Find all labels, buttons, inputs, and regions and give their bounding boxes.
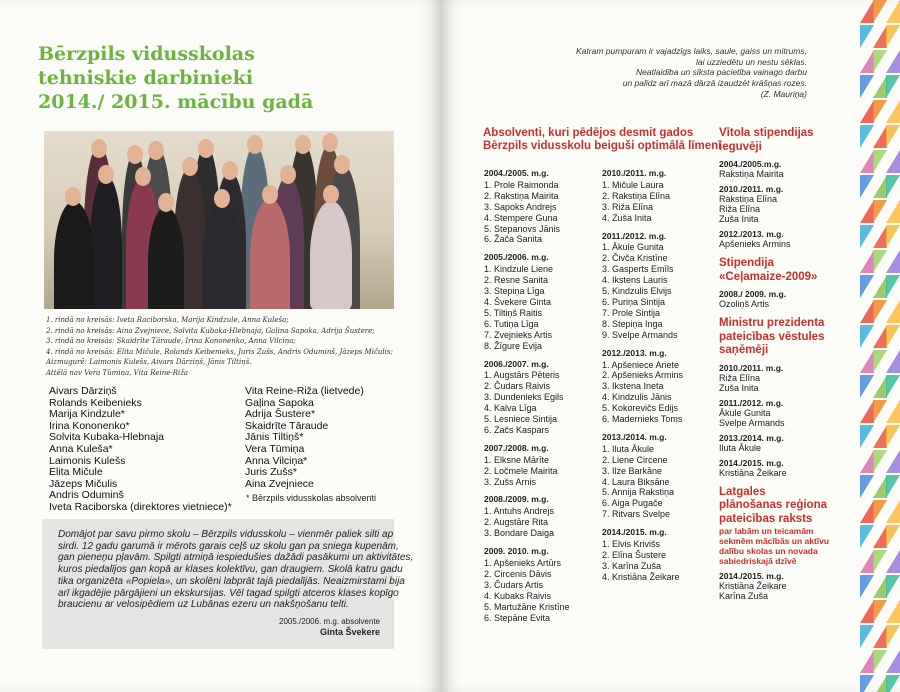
graduate-name: 4. Zuša Inita bbox=[602, 212, 652, 223]
decorative-triangle bbox=[860, 675, 874, 692]
decorative-triangle bbox=[860, 75, 874, 98]
decorative-triangle bbox=[873, 350, 887, 373]
decorative-triangle bbox=[886, 300, 900, 323]
award-heading-line: Latgales bbox=[719, 485, 766, 498]
graduate-name: 3. Gasperts Emīls bbox=[602, 264, 674, 275]
decorative-triangle bbox=[860, 550, 874, 573]
decorative-triangle bbox=[873, 300, 887, 323]
graduate-name: 1. Mičule Laura bbox=[602, 179, 664, 190]
award-heading bbox=[719, 257, 849, 284]
graduate-name: 7. Zvejnieks Artis bbox=[484, 329, 553, 340]
quote-box bbox=[42, 519, 414, 649]
page-title bbox=[38, 42, 358, 114]
graduate-name: 4. Kristiāna Žeikare bbox=[602, 571, 680, 582]
graduate-name: 1. Ākule Gunita bbox=[602, 242, 664, 253]
graduate-name: 3. Bondare Daiga bbox=[484, 528, 555, 539]
graduate-name: 5. Lesniece Sintija bbox=[484, 414, 558, 425]
decorative-triangle bbox=[886, 450, 900, 473]
award-recipient: Kristiāna Žeikare bbox=[719, 581, 787, 591]
graduate-name: 3. Stepiņa Līga bbox=[484, 286, 545, 297]
decorative-triangle bbox=[873, 625, 887, 648]
award-recipient: Zuša Inita bbox=[719, 214, 759, 224]
decorative-triangle bbox=[886, 675, 900, 692]
graduate-name: 3. Riža Elīna bbox=[602, 201, 654, 212]
award-heading-line: Vītola stipendijas bbox=[719, 127, 814, 139]
graduate-name: 3. Karīna Zuša bbox=[602, 560, 662, 571]
decorative-triangle bbox=[886, 325, 900, 348]
quote-line: sirdi. 12 gadu garumā ir mērots garais ceļš uz skolu gan pa sniega kupenām, bbox=[58, 540, 399, 552]
decorative-triangle bbox=[860, 300, 874, 323]
quote-line: tika organizēta «Popiela», un skolēni labprāt tajā piedalījās. Neaizmirstami bija bbox=[58, 575, 405, 587]
footnote: * Bērzpils vidusskolas absolventi bbox=[246, 493, 377, 503]
school-year: 2006./2007. m.g. bbox=[484, 358, 549, 369]
award-heading-line: pateicības raksts bbox=[719, 512, 813, 525]
graduate-name: 1. Elvis Krivišs bbox=[602, 539, 661, 550]
staff-name: Adrija Šustere* bbox=[245, 408, 316, 421]
caption-line: 2. rindā no kreisās: Aina Zvejniece, Solvita Kubaka-Hlebnaja, Gaļina Sapoka, Adrija Šustere; bbox=[46, 326, 375, 335]
decorative-triangle bbox=[886, 350, 900, 373]
graduate-name: 1. Prole Raimonda bbox=[484, 179, 559, 190]
award-heading bbox=[719, 127, 849, 154]
award-recipient: Zuša Inita bbox=[719, 382, 759, 393]
decorative-triangle bbox=[873, 25, 887, 48]
decorative-triangle bbox=[886, 225, 900, 248]
decorative-triangle bbox=[860, 400, 874, 423]
graduate-name: 6. Stepāne Evita bbox=[484, 612, 551, 623]
staff-name: Marija Kindzule* bbox=[49, 408, 125, 421]
decorative-triangle bbox=[860, 425, 874, 448]
school-year: 2008./2009. m.g. bbox=[484, 494, 549, 505]
decorative-triangle bbox=[886, 500, 900, 523]
award-recipient: Rakstiņa Elīna bbox=[719, 194, 778, 204]
school-year: 2007./2008. m.g. bbox=[484, 442, 549, 453]
decorative-triangle bbox=[873, 475, 887, 498]
caption-line: 4. rindā no kreisās: Elita Mičule, Rolands Keibenieks, Juris Zušs, Andris Oduminš, Jāzeps Mičulis; bbox=[46, 347, 393, 356]
decorative-triangle bbox=[860, 150, 874, 173]
graduate-name: 6. Tutiņa Līga bbox=[484, 318, 539, 329]
award-year: 2010./2011. m.g. bbox=[719, 362, 784, 373]
decorative-triangle bbox=[860, 475, 874, 498]
decorative-triangle bbox=[860, 600, 874, 623]
school-year: 2012./2013. m.g. bbox=[602, 347, 667, 358]
decorative-triangle bbox=[873, 225, 887, 248]
decorative-triangle bbox=[860, 50, 874, 73]
quote-text bbox=[58, 529, 414, 611]
decorative-triangle bbox=[873, 150, 887, 173]
award-heading-line: Ministru prezidenta bbox=[719, 317, 825, 329]
staff-name: Elita Mičule bbox=[49, 466, 103, 479]
decorative-triangle bbox=[886, 175, 900, 198]
decorative-triangle bbox=[886, 650, 900, 673]
award-year: 2012./2013. m.g. bbox=[719, 229, 784, 239]
staff-name: Solvita Kubaka-Hlebnaja bbox=[49, 431, 164, 444]
graduate-name: 5. Kindzulis Elvijs bbox=[602, 286, 672, 297]
staff-name: Andris Oduminš bbox=[49, 489, 124, 502]
decorative-triangle bbox=[860, 525, 874, 548]
award-heading-line: «Ceļamaize-2009» bbox=[719, 270, 818, 283]
decorative-triangle bbox=[873, 400, 887, 423]
caption-line: 3. rindā no kreisās: Skaidrīte Tāraude, Irina Kononenko, Anna Vilciņa; bbox=[46, 337, 296, 345]
staff-name: Laimonis Kulešs bbox=[49, 454, 126, 467]
decorative-triangle bbox=[860, 650, 874, 673]
graduate-name: 5. Annija Rakstiņa bbox=[602, 487, 675, 498]
decorative-triangle bbox=[860, 175, 874, 198]
decorative-triangle bbox=[860, 575, 874, 598]
decorative-triangle bbox=[860, 0, 874, 23]
graduate-name: 2. Liene Circene bbox=[602, 454, 668, 465]
staff-name: Vita Reine-Riža (lietvede) bbox=[245, 385, 364, 397]
graduates-heading bbox=[483, 127, 721, 153]
decorative-triangle bbox=[860, 350, 874, 373]
epigraph-line: Katram pumpuram ir vajadzīgs laiks, saule, gaiss un mitrums, bbox=[576, 46, 807, 56]
school-year: 2005./2006. m.g. bbox=[484, 252, 549, 263]
graduate-name: 4. Laura Biksāne bbox=[602, 476, 670, 487]
graduate-name: 5. Tiltiņš Raitis bbox=[484, 307, 543, 318]
graduate-name: 6. Začs Kaspars bbox=[484, 424, 550, 435]
award-heading-line: plānošanas reģiona bbox=[719, 499, 828, 511]
staff-name: Irina Kononenko* bbox=[49, 419, 130, 432]
decorative-triangle bbox=[873, 275, 887, 298]
staff-name: Aina Zvejniece bbox=[245, 477, 314, 490]
school-year: 2009. 2010. m.g. bbox=[484, 546, 549, 557]
award-recipient: Apšenieks Armins bbox=[719, 239, 791, 249]
decorative-triangle bbox=[886, 425, 900, 448]
staff-name: Aivars Dārziņš bbox=[49, 385, 117, 397]
decorative-triangle bbox=[873, 125, 887, 148]
staff-name: Juris Zušs* bbox=[245, 466, 297, 479]
graduate-name: 3. Čudars Artis bbox=[484, 579, 544, 590]
group-photo bbox=[44, 131, 394, 309]
graduate-name: 1. Iluta Ākule bbox=[602, 443, 655, 454]
graduate-name: 2. Čudars Raivis bbox=[484, 381, 551, 392]
graduate-name: 4. Ikstens Lauris bbox=[602, 275, 668, 286]
award-subheading bbox=[719, 526, 849, 566]
signature-line: 2005./2006. m.g. absolvente bbox=[279, 617, 380, 626]
graduate-name: 2. Augstāre Rita bbox=[484, 517, 549, 528]
award-heading bbox=[719, 486, 849, 527]
decorative-triangle bbox=[886, 475, 900, 498]
graduate-name: 1. Augstārs Pēteris bbox=[484, 370, 560, 381]
award-subheading-line: par labām un teicamām bbox=[719, 526, 814, 536]
staff-name: Gaļina Sapoka bbox=[245, 396, 314, 409]
decorative-triangle bbox=[886, 200, 900, 223]
decorative-triangle bbox=[873, 575, 887, 598]
graduate-name: 6. Madernieks Toms bbox=[602, 414, 683, 425]
decorative-triangle bbox=[873, 675, 887, 692]
decorative-triangle bbox=[886, 400, 900, 423]
caption-line: 1. rindā no kreisās: Iveta Raciborska, Marija Kindzule, Anna Kuleša; bbox=[46, 316, 289, 324]
decorative-triangle bbox=[886, 250, 900, 273]
award-recipient: Riža Elīna bbox=[719, 204, 761, 214]
heading-line: Bērzpils vidusskolu beiguši optimālā līmenī bbox=[483, 140, 722, 152]
award-heading-line: pateicības vēstules bbox=[719, 330, 825, 343]
award-year: 2010./2011. m.g. bbox=[719, 184, 784, 194]
graduate-name: 5. Stepanovs Jānis bbox=[484, 223, 561, 234]
staff-name: Jānis Tiltiņš* bbox=[245, 431, 304, 444]
heading-line: Absolventi, kuri pēdējos desmit gados bbox=[483, 127, 694, 139]
signature-name: Ginta Švekere bbox=[319, 627, 380, 637]
decorative-triangle bbox=[873, 250, 887, 273]
graduate-name: 4. Švekere Ginta bbox=[484, 296, 552, 307]
award-recipient: Ākule Gunita bbox=[719, 407, 771, 418]
epigraph-line: (Z. Mauriņa) bbox=[760, 88, 807, 99]
graduate-name: 7. Ritvars Svelpe bbox=[602, 509, 671, 520]
decorative-triangle bbox=[886, 150, 900, 173]
decorative-triangle bbox=[860, 275, 874, 298]
quote-line: kuros piedalījos gan kopā ar klases kolektīvu, gan draugiem. Skolā katru gadu bbox=[58, 564, 403, 576]
left-page bbox=[0, 0, 440, 692]
decorative-triangle bbox=[873, 50, 887, 73]
decorative-triangle bbox=[873, 650, 887, 673]
decorative-triangle bbox=[886, 50, 900, 73]
award-recipient: Karīna Zuša bbox=[719, 591, 769, 601]
title-line: 2014./ 2015. mācību gadā bbox=[38, 91, 314, 113]
epigraph-line: lai uzziedētu un nestu sēklas. bbox=[695, 56, 807, 67]
title-line: tehniskie darbinieki bbox=[38, 67, 254, 89]
graduate-name: 3. Zušs Arnis bbox=[484, 476, 537, 487]
award-recipient: Svelpe Armands bbox=[719, 417, 785, 428]
decorative-triangle bbox=[873, 375, 887, 398]
graduate-name: 4. Kindzulis Jānis bbox=[602, 392, 672, 403]
decorative-triangle bbox=[873, 600, 887, 623]
graduate-name: 1. Apšenieks Artūrs bbox=[484, 558, 562, 568]
decorative-triangle bbox=[873, 425, 887, 448]
graduate-name: 3. Sapoks Andrejs bbox=[484, 201, 557, 212]
right-page bbox=[440, 0, 900, 692]
school-year: 2011./2012. m.g. bbox=[602, 230, 667, 241]
graduates-column-b bbox=[602, 168, 683, 583]
graduate-name: 2. Resne Sanita bbox=[484, 275, 549, 286]
award-heading bbox=[719, 317, 849, 358]
decorative-triangle bbox=[860, 375, 874, 398]
award-year: 2014./2015. m.g. bbox=[719, 571, 784, 581]
graduate-name: 6. Žača Sanita bbox=[484, 234, 543, 245]
graduate-name: 7. Prole Sintija bbox=[602, 307, 661, 318]
staff-name: Jāzeps Mičulis bbox=[49, 477, 118, 490]
graduate-name: 1. Antuhs Andrejs bbox=[484, 506, 555, 517]
decorative-triangle bbox=[860, 250, 874, 273]
graduate-name: 2. Apšenieks Armins bbox=[602, 370, 684, 381]
graduate-name: 1. Kindzule Liene bbox=[484, 264, 554, 275]
graduate-name: 2. Elīna Šustere bbox=[602, 550, 667, 560]
graduate-name: 6. Aiga Pugače bbox=[602, 498, 663, 509]
decorative-triangle bbox=[873, 450, 887, 473]
award-year: 2014./2015. m.g. bbox=[719, 457, 784, 468]
graduate-name: 2. Circenis Dāvis bbox=[484, 568, 552, 579]
decorative-triangle bbox=[873, 500, 887, 523]
graduate-name: 4. Stempere Guna bbox=[484, 212, 558, 223]
decorative-triangle bbox=[886, 75, 900, 98]
award-recipient: Iluta Ākule bbox=[719, 442, 762, 453]
award-recipient: Riža Elīna bbox=[719, 372, 761, 383]
decorative-triangle bbox=[886, 550, 900, 573]
decorative-triangle bbox=[860, 100, 874, 123]
decorative-triangle bbox=[860, 625, 874, 648]
award-recipient: Ozoliņš Artis bbox=[719, 299, 770, 309]
award-recipient: Rakstiņa Mairita bbox=[719, 169, 784, 179]
quote-line: braucienu ar velosipēdiem uz Lubānas ezeru un nakšņošanu telti. bbox=[58, 599, 349, 611]
decorative-triangle bbox=[886, 375, 900, 398]
award-heading-line: saņēmēji bbox=[719, 344, 769, 356]
award-subheading-line: sekmēm mācībās un aktīvu bbox=[719, 536, 830, 546]
staff-name: Anna Kuleša* bbox=[49, 442, 113, 455]
award-year: 2011./2012. m.g. bbox=[719, 397, 784, 408]
decorative-triangle bbox=[873, 75, 887, 98]
decorative-triangle bbox=[860, 225, 874, 248]
decorative-triangle bbox=[860, 25, 874, 48]
decorative-triangle bbox=[873, 525, 887, 548]
graduate-name: 2. Ločmele Mairita bbox=[484, 465, 558, 476]
awards-column bbox=[719, 127, 849, 601]
graduate-name: 6. Puriņa Sintija bbox=[602, 296, 666, 307]
graduate-name: 2. Rakstiņa Mairita bbox=[484, 190, 559, 201]
graduate-name: 1. Elksne Mārīte bbox=[484, 454, 550, 465]
graduate-name: 8. Stepiņa Inga bbox=[602, 318, 663, 329]
title-line: Bērzpils vidusskolas bbox=[38, 43, 255, 65]
decorative-triangle bbox=[873, 175, 887, 198]
graduate-name: 2. Rakstiņa Elīna bbox=[602, 190, 671, 201]
award-subheading-line: sabiedriskajā dzīvē bbox=[719, 556, 797, 566]
school-year: 2014./2015. m.g. bbox=[602, 527, 667, 538]
decorative-triangle bbox=[886, 625, 900, 648]
decorative-triangle bbox=[886, 275, 900, 298]
graduate-name: 4. Kalva Līga bbox=[484, 403, 537, 414]
decorative-triangle bbox=[860, 200, 874, 223]
decorative-triangle bbox=[873, 200, 887, 223]
school-year: 2010./2011. m.g. bbox=[602, 168, 667, 178]
decorative-triangle bbox=[886, 575, 900, 598]
quote-line: gan pieneņu pļavām. Spilgti atmiņā iespiedušies dažādi pasākumi un aktivitātes, bbox=[58, 552, 414, 564]
award-year: 2004./2005.m.g. bbox=[719, 159, 782, 169]
quote-line: arī ikgadējie pārgājieni un ekskursijas. Vēl tagad spilgti atceros klases kopīgo bbox=[58, 587, 399, 599]
decorative-triangle bbox=[860, 125, 874, 148]
decorative-triangle bbox=[873, 100, 887, 123]
graduate-name: 4. Kubaks Raivis bbox=[484, 590, 552, 601]
award-subheading-line: dalību skolas un novada bbox=[719, 546, 818, 556]
decorative-triangle bbox=[873, 0, 887, 23]
graduate-name: 8. Žīgure Evija bbox=[484, 340, 543, 351]
graduates-column-a bbox=[484, 168, 570, 623]
decorative-triangle bbox=[886, 525, 900, 548]
decorative-triangle bbox=[886, 600, 900, 623]
quote-line: Domājot par savu pirmo skolu – Bērzpils vidusskolu – vienmēr paliek silti ap bbox=[58, 529, 394, 540]
staff-name: Skaidrīte Tāraude bbox=[245, 419, 329, 432]
graduate-name: 9. Svelpe Armands bbox=[602, 329, 678, 340]
epigraph bbox=[576, 46, 807, 100]
graduate-name: 2. Čivča Kristīne bbox=[602, 253, 668, 264]
staff-name: Anna Vilciņa* bbox=[245, 454, 308, 467]
school-year: 2013./2014. m.g. bbox=[602, 431, 667, 442]
staff-list-right bbox=[245, 386, 364, 490]
decorative-triangle bbox=[873, 550, 887, 573]
decorative-triangle bbox=[886, 100, 900, 123]
caption-line: Attēlā nav Vera Tūmiņa, Vita Reine-Riža bbox=[46, 368, 189, 377]
staff-list-left bbox=[49, 386, 232, 514]
caption-line: Aizmugurē: Laimonis Kulešs, Aivars Dārziņš, Jānis Tiltiņš. bbox=[46, 358, 252, 366]
award-heading-line: Stipendija bbox=[719, 257, 774, 269]
staff-name: Vera Tūmiņa bbox=[245, 442, 305, 455]
graduate-name: 5. Martužāne Kristīne bbox=[484, 601, 570, 612]
decorative-triangle bbox=[860, 500, 874, 523]
epigraph-line: un palīdz arī mazā dārzā izaudzēt krāšņas rozes. bbox=[622, 78, 807, 89]
decorative-triangle bbox=[860, 450, 874, 473]
graduate-name: 3. Dundenieks Egils bbox=[484, 392, 564, 403]
graduate-name: 3. Ikstena Ineta bbox=[602, 381, 664, 392]
staff-name: Iveta Raciborska (direktores vietniece)* bbox=[49, 500, 232, 513]
epigraph-line: Neatlaidība un sīksta pacietība vainago darbu bbox=[635, 67, 807, 78]
quote-signature bbox=[279, 616, 380, 638]
decorative-triangle bbox=[873, 325, 887, 348]
graduate-name: 1. Apšeniece Anete bbox=[602, 359, 680, 370]
graduate-name: 5. Kokorevičs Edijs bbox=[602, 403, 679, 414]
decorative-triangles bbox=[852, 0, 900, 692]
award-heading-line: ieguvēji bbox=[719, 140, 762, 153]
award-recipient: Kristiāna Žeikare bbox=[719, 467, 787, 478]
decorative-triangle bbox=[886, 0, 900, 23]
school-year: 2004./2005. m.g. bbox=[484, 168, 549, 178]
photo-captions bbox=[46, 315, 393, 378]
decorative-triangle bbox=[886, 125, 900, 148]
award-year: 2013./2014. m.g. bbox=[719, 432, 784, 443]
award-year: 2008./ 2009. m.g. bbox=[719, 289, 787, 299]
decorative-triangle bbox=[860, 325, 874, 348]
staff-name: Rolands Keibenieks bbox=[49, 396, 142, 409]
graduate-name: 3. Ilze Barkāne bbox=[602, 465, 663, 476]
decorative-triangle bbox=[886, 25, 900, 48]
